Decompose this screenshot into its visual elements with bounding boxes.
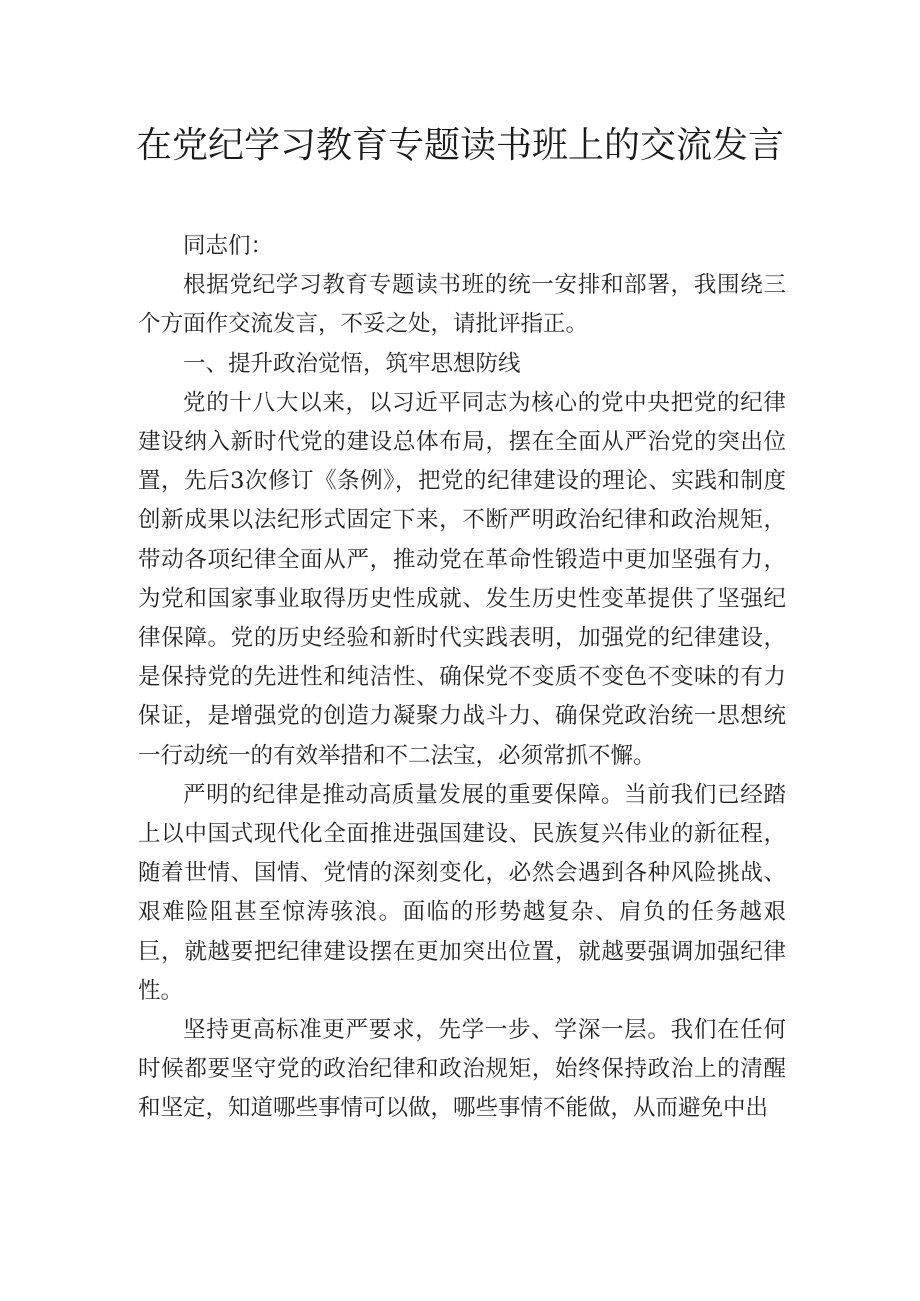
document-body — [138, 227, 786, 1129]
document-title: 在党纪学习教育专题读书班上的交流发言 — [135, 125, 784, 166]
salutation: 同志们： — [183, 233, 274, 259]
paragraph: 党的十八大以来，以习近平同志为核心的党中央把党的纪律建设纳入新时代党的建设总体布局，摆在全面从严治党的突出位置，先后3次修订《条例》，把党的纪律建设的理论、实践和制度创新成果以法纪形式固定下来，不断严明政治纪律和政治规矩，带动各项纪律全面从严，推动党在革命性锻造中更加坚强有力，为党和国家事业取得历史性成就、发生历史性变革提供了坚强纪律保障。党的历史经验和新时代实践表明，加强党的纪律建设，是保持党的先进性和纯洁性、确保党不变质不变色不变味的有力保证，是增强党的创造力凝聚力战斗力、确保党政治统一思想统一行动统一的有效举措和不二法宝，必须常抓不懈。 — [138, 389, 786, 769]
paragraph-intro: 根据党纪学习教育专题读书班的统一安排和部署，我围绕三个方面作交流发言，不妥之处，请批评指正。 — [138, 272, 786, 338]
paragraph: 严明的纪律是推动高质量发展的重要保障。当前我们已经踏上以中国式现代化全面推进强国建设、民族复兴伟业的新征程，随着世情、国情、党情的深刻变化，必然会遇到各种风险挑战、艰难险阻甚至惊涛骇浪。面临的形势越复杂、肩负的任务越艰巨，就越要把纪律建设摆在更加突出位置，就越要强调加强纪律性。 — [138, 781, 786, 1004]
paragraph: 坚持更高标准更严要求，先学一步、学深一层。我们在任何时候都要坚守党的政治纪律和政治规矩，始终保持政治上的清醒和坚定，知道哪些事情可以做，哪些事情不能做，从而避免中出 — [138, 1017, 786, 1122]
section-heading-1: 一、提升政治觉悟，筑牢思想防线 — [183, 350, 521, 377]
